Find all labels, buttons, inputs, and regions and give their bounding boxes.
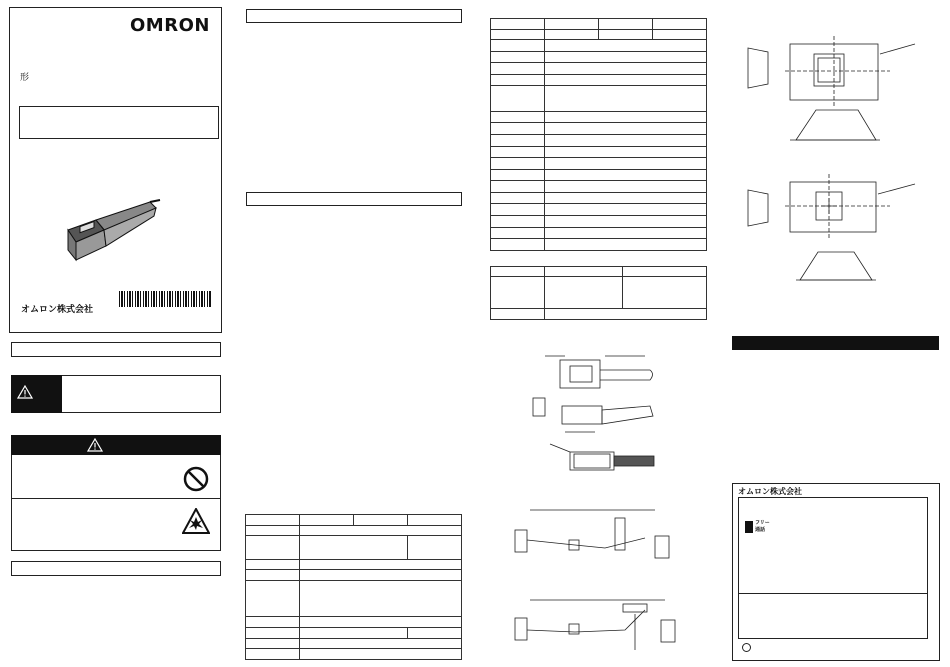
dimension-drawing-top [505,350,665,440]
prohibition-icon [183,466,209,492]
cable-drawing-2 [505,590,705,655]
warning-triangle-icon [87,438,103,452]
dimension-drawing-middle [540,440,660,480]
warning-divider [11,498,221,499]
company-name: オムロン株式会社 [21,305,94,315]
omron-logo: OMRON [130,15,210,36]
freedial-icon [745,521,753,533]
barcode [119,291,212,307]
barcode-reader-illustration [60,198,165,268]
recycle-mark [742,643,751,652]
section-header-box [246,192,462,206]
cable-drawing-1 [505,500,685,570]
warning-header-bar [11,435,221,455]
contact-inner-box [738,497,928,639]
section-header-box [11,342,221,357]
spec-table-3b [490,266,707,319]
contact-company-name: オムロン株式会社 [738,487,802,496]
contact-divider [738,593,928,594]
warning-triangle-icon [17,385,33,399]
model-prefix: 形 [20,73,30,83]
freedial-label: フリー 通話 [755,520,770,533]
explosion-hazard-icon [182,508,210,534]
model-title-box [19,106,219,139]
section-header-box [11,561,221,576]
spec-table-2 [245,514,462,660]
spec-table-3a [490,18,707,251]
mount-drawing-bottom [730,168,930,290]
section-header-box [246,9,462,23]
mount-drawing-top [730,30,930,150]
cover-panel [9,7,222,333]
section-header-bar [732,336,939,350]
